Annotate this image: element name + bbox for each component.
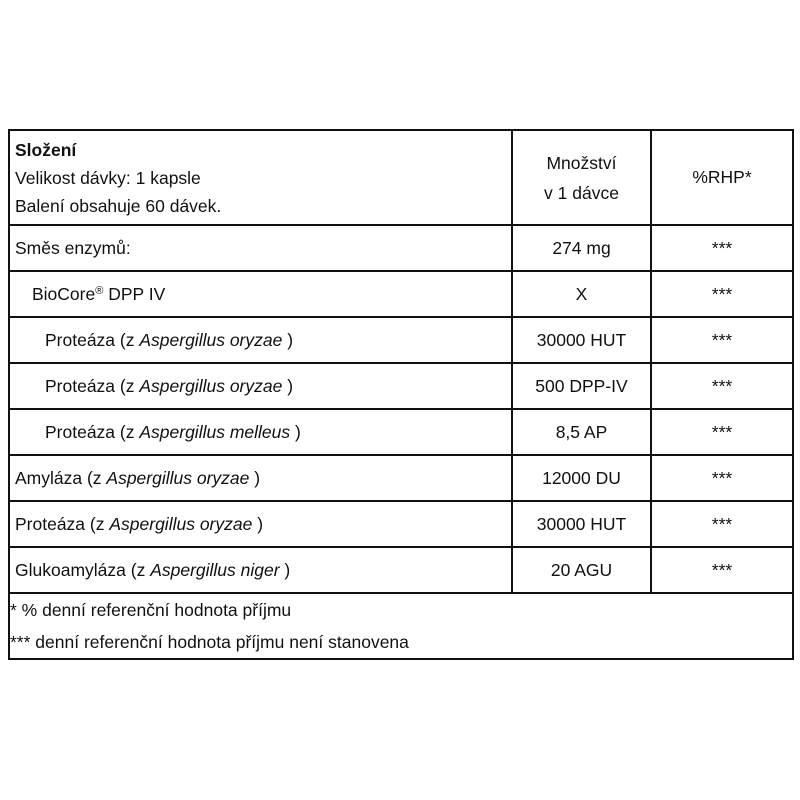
table-row: [9, 501, 793, 547]
ingredient-name: Amyláza (z Aspergillus oryzae ): [9, 455, 512, 501]
header-info-cell: [9, 130, 512, 225]
ingredient-source: Aspergillus oryzae: [106, 467, 250, 488]
ingredient-rhp: ***: [651, 501, 793, 547]
ingredient-rhp: ***: [651, 271, 793, 317]
ingredient-name: Směs enzymů:: [9, 225, 512, 271]
ingredient-amount: 30000 HUT: [512, 317, 651, 363]
ingredient-rhp: ***: [651, 547, 793, 593]
ingredient-name: BioCore® DPP IV: [9, 271, 512, 317]
ingredient-amount: 12000 DU: [512, 455, 651, 501]
table-row: [9, 225, 793, 271]
table-title: Složení: [15, 139, 77, 160]
ingredient-rhp: ***: [651, 317, 793, 363]
ingredient-source: Aspergillus niger: [150, 559, 280, 580]
ingredient-amount: 8,5 AP: [512, 409, 651, 455]
table-row: [9, 363, 793, 409]
table-row: [9, 317, 793, 363]
amount-header-cell: [512, 130, 651, 225]
ingredient-amount: X: [512, 271, 651, 317]
ingredient-name: Proteáza (z Aspergillus oryzae ): [9, 501, 512, 547]
table-row: [9, 271, 793, 317]
ingredient-name: Proteáza (z Aspergillus melleus ): [9, 409, 512, 455]
table-row: [9, 547, 793, 593]
ingredient-name: Proteáza (z Aspergillus oryzae ): [9, 363, 512, 409]
ingredient-source: Aspergillus melleus: [139, 421, 291, 442]
footnote-cell: [9, 593, 793, 659]
servings-per-pack: Balení obsahuje 60 dávek.: [15, 195, 222, 216]
ingredient-rhp: ***: [651, 363, 793, 409]
ingredient-amount: 20 AGU: [512, 547, 651, 593]
amount-header-line1: Množství: [546, 152, 617, 173]
ingredient-amount: 500 DPP-IV: [512, 363, 651, 409]
amount-header-line2: v 1 dávce: [544, 182, 619, 203]
serving-size: Velikost dávky: 1 kapsle: [15, 167, 201, 188]
ingredient-source: Aspergillus oryzae: [139, 375, 283, 396]
footnote-rhp: * % denní referenční hodnota příjmu: [10, 600, 292, 620]
registered-mark: ®: [95, 284, 104, 297]
supplement-facts-table: [8, 129, 794, 660]
table-header-row: [9, 130, 793, 225]
ingredient-name: Glukoamyláza (z Aspergillus niger ): [9, 547, 512, 593]
footnote-row: [9, 593, 793, 659]
ingredient-rhp: ***: [651, 409, 793, 455]
rhp-header-cell: %RHP*: [651, 130, 793, 225]
table-row: [9, 409, 793, 455]
ingredient-amount: 274 mg: [512, 225, 651, 271]
ingredient-source: Aspergillus oryzae: [139, 329, 283, 350]
ingredient-name: Proteáza (z Aspergillus oryzae ): [9, 317, 512, 363]
table-row: [9, 455, 793, 501]
ingredient-rhp: ***: [651, 225, 793, 271]
ingredient-rhp: ***: [651, 455, 793, 501]
footnote-not-established: *** denní referenční hodnota příjmu není stanovena: [10, 632, 409, 652]
ingredient-amount: 30000 HUT: [512, 501, 651, 547]
ingredient-source: Aspergillus oryzae: [109, 513, 253, 534]
